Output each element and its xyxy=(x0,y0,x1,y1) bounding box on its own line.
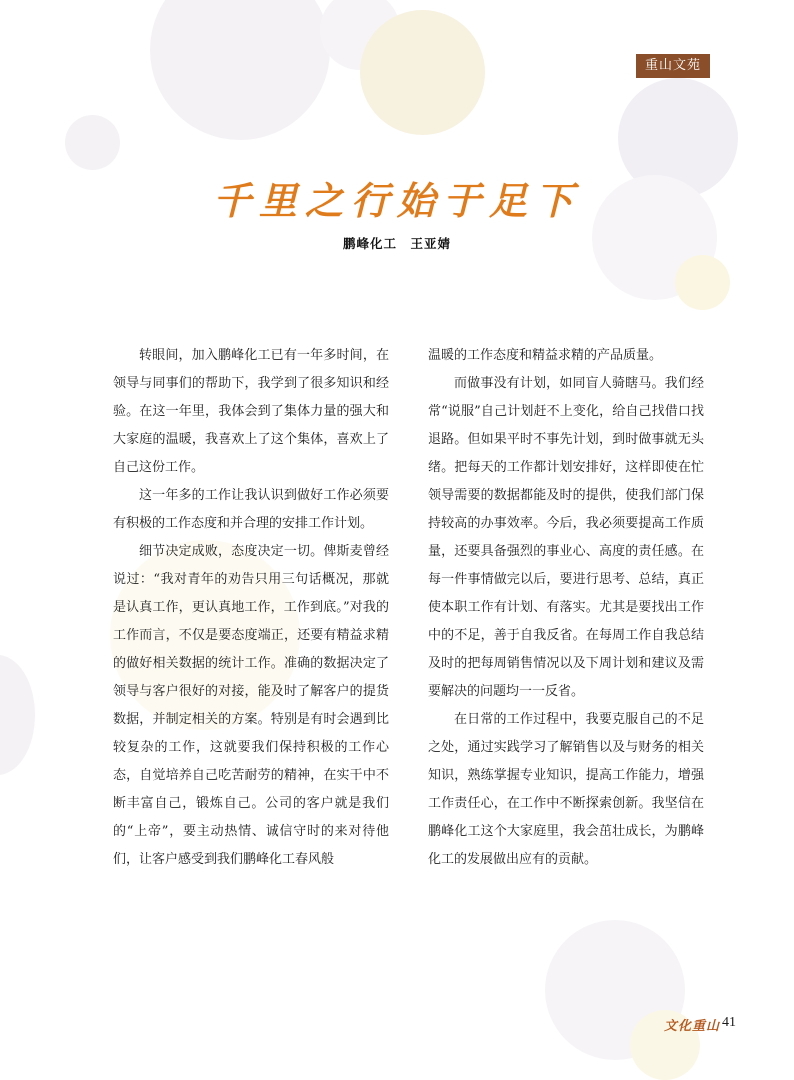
article-right-column xyxy=(428,342,704,874)
paragraph: 转眼间，加入鹏峰化工已有一年多时间，在领导与同事们的帮助下，我学到了很多知识和经验。在这一年里，我体会到了集体力量的强大和大家庭的温暖，我喜欢上了这个集体，喜欢上了自己这份工作。 xyxy=(113,348,389,475)
paragraph: 而做事没有计划，如同盲人骑瞎马。我们经常“说服”自己计划赶不上变化，给自己找借口找退路。但如果平时不事先计划，到时做事就无头绪。把每天的工作都计划安排好，这样即使在忙领导需要的数据都能及时的提供，使我们部门保持较高的办事效率。今后，我必须要提高工作质量，还要具备强烈的事业心、高度的责任感。在每一件事情做完以后，要进行思考、总结，真正使本职工作有计划、有落实。尤其是要找出工作中的不足，善于自我反省。在每周工作自我总结及时的把每周销售情况以及下周计划和建议及需要解决的问题均一一反省。 xyxy=(428,376,704,699)
article-left-column xyxy=(113,342,389,874)
decor-bubble xyxy=(150,0,330,140)
page-number: 41 xyxy=(722,1015,736,1030)
decor-bubble xyxy=(65,115,120,170)
paragraph: 这一年多的工作让我认识到做好工作必须要有积极的工作态度和并合理的安排工作计划。 xyxy=(113,488,389,531)
magazine-logo: 文化重山 xyxy=(664,1019,721,1034)
article-title: 千里之行始于足下 xyxy=(212,178,581,223)
paragraph: 在日常的工作过程中，我要克服自己的不足之处，通过实践学习了解销售以及与财务的相关知识，熟练掌握专业知识，提高工作能力，增强工作责任心，在工作中不断探索创新。我坚信在鹏峰化工这个大家庭里，我会茁壮成长，为鹏峰化工的发展做出应有的贡献。 xyxy=(428,712,704,867)
decor-bubble xyxy=(0,655,35,775)
decor-bubble xyxy=(675,255,730,310)
decor-bubble xyxy=(360,10,485,135)
paragraph: 细节决定成败，态度决定一切。俾斯麦曾经说过：“我对青年的劝告只用三句话概况，那就是认真工作，更认真地工作，工作到底。”对我的工作而言，不仅是要态度端正，还要有精益求精的做好相关数据的统计工作。准确的数据决定了领导与客户很好的对接，能及时了解客户的提货数据，并制定相关的方案。特别是有时会遇到比较复杂的工作，这就要我们保持积极的工作心态，自觉培养自己吃苦耐劳的精神，在实干中不断丰富自己，锻炼自己。公司的客户就是我们的“上帝”，要主动热情、诚信守时的来对待他们，让客户感受到我们鹏峰化工春风般 xyxy=(113,544,389,867)
article-author: 鹏峰化工 王亚婧 xyxy=(342,236,451,251)
section-tag: 重山文苑 xyxy=(636,54,710,78)
paragraph-continuation: 温暖的工作态度和精益求精的产品质量。 xyxy=(428,348,663,363)
